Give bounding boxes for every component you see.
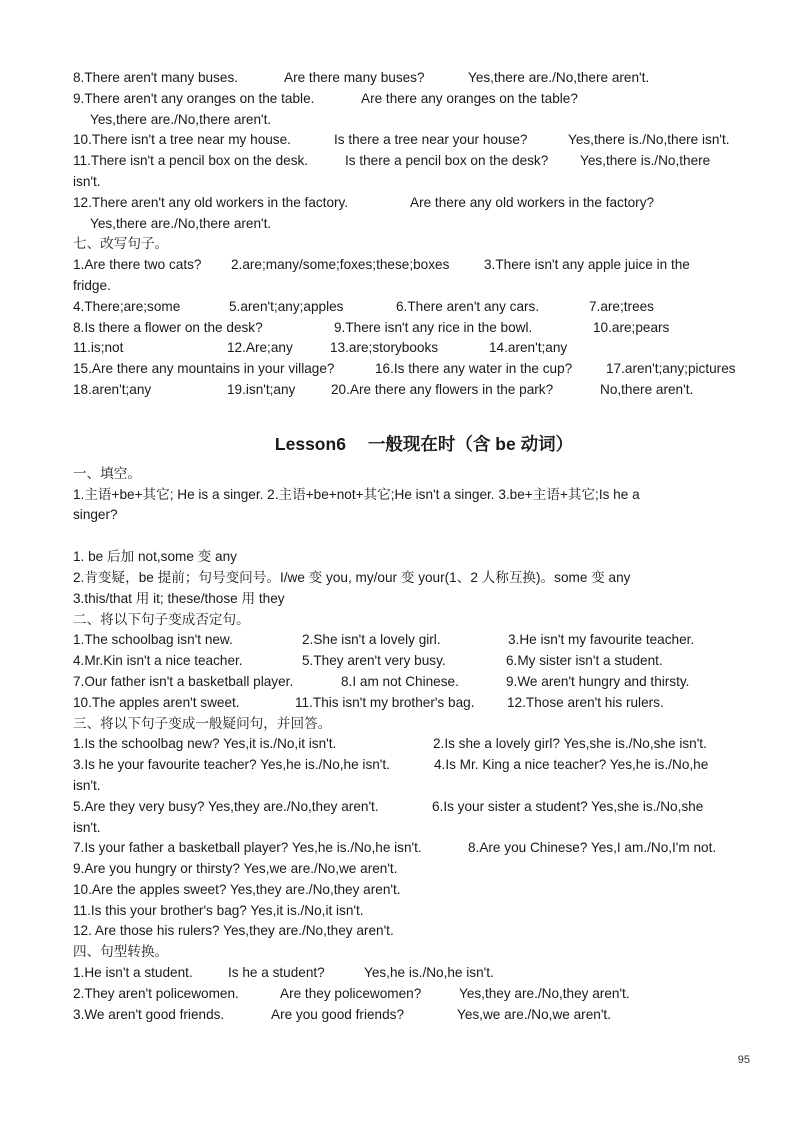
rule3: 3.this/that 用 it; these/those 用 they [73,590,285,606]
q8-line [73,68,763,89]
sec3-item5: 5.Are they very busy? Yes,they are./No,they aren't. [73,798,379,814]
sec7-item20: 20.Are there any flowers in the park? [331,381,554,397]
sec3-item7: 7.Is your father a basketball player? Yes,he is./No,he isn't. [73,840,422,856]
sec4-item2-answer: Yes,they are./No,they aren't. [459,985,630,1001]
sec3-item9: 9.Are you hungry or thirsty? Yes,we are./No,we aren't. [73,861,398,877]
q11-answer: Yes,there is./No,there [580,153,711,169]
sec7-line3 [73,318,763,339]
sec2-item12: 12.Those aren't his rulers. [507,694,664,710]
sec7-item16: 16.Is there any water in the cup? [375,361,573,377]
sec4-item3-original: 3.We aren't good friends. [73,1006,225,1022]
sec4-item1-question: Is he a student? [228,965,325,981]
sec7-item19: 19.isn't;any [227,381,296,397]
lesson-subtitle: 一般现在时（含 be 动词） [367,433,574,454]
sec7-item1: 1.Are there two cats? [73,257,202,273]
sec2-item6: 6.My sister isn't a student. [506,653,663,669]
sec4-item2-original: 2.They aren't policewomen. [73,985,239,1001]
q9-question: Are there any oranges on the table? [361,90,578,106]
sec7-item14: 14.aren't;any [489,340,568,356]
sec7-item3-continuation: fridge. [73,277,111,293]
sec3-item12: 12. Are those his rulers? Yes,they are./No,they aren't. [73,923,394,939]
sec4-item2-question: Are they policewomen? [280,985,422,1001]
sec4-item1-answer: Yes,he is./No,he isn't. [364,965,494,981]
sec7-line6 [73,380,763,401]
sec4-item3-question: Are you good friends? [271,1006,405,1022]
q9-answer: Yes,there are./No,there aren't. [90,111,272,127]
lesson-name: Lesson6 [274,433,346,454]
q12-answer: Yes,there are./No,there aren't. [90,215,272,231]
lesson-title [73,432,763,456]
sec2-item2: 2.She isn't a lovely girl. [302,632,441,648]
sec7-line2 [73,297,763,318]
sec3-line3 [73,797,763,818]
q11-original: 11.There isn't a pencil box on the desk. [73,153,309,169]
sec3-item4-continuation: isn't. [73,777,101,793]
sec3-item8: 8.Are you Chinese? Yes,I am./No,I'm not. [468,840,717,856]
sec3-item2: 2.Is she a lovely girl? Yes,she is./No,she isn't. [433,736,707,752]
section3-heading: 三、将以下句子变成一般疑问句，并回答。 [73,715,332,731]
sec2-line4 [73,693,763,714]
section7-heading: 七、改写句子。 [73,236,169,252]
sec2-item1: 1.The schoolbag isn't new. [73,632,233,648]
q9-line [73,89,763,110]
section4-heading: 四、句型转换。 [73,944,169,960]
sec2-item3: 3.He isn't my favourite teacher. [508,632,695,648]
q10-original: 10.There isn't a tree near my house. [73,132,291,148]
sec7-item7: 7.are;trees [589,298,654,314]
sec7-item10: 10.are;pears [593,319,670,335]
sec7-line5 [73,359,763,380]
sec1-line1-continuation: singer? [73,507,118,523]
q8-question: Are there many buses? [284,70,425,85]
sec7-item4: 4.There;are;some [73,298,181,314]
sec7-item3: 3.There isn't any apple juice in the [484,257,690,273]
sec7-item15: 15.Are there any mountains in your village? [73,361,335,377]
sec2-line2 [73,651,763,672]
sec2-item8: 8.I am not Chinese. [341,673,459,689]
rule2: 2.肯变疑，be 提前；句号变问号。I/we 变 you, my/our 变 your(1、2 人称互换)。some 变 any [73,569,631,585]
sec7-item12: 12.Are;any [227,340,293,356]
sec3-line2 [73,755,763,776]
sec3-item6: 6.Is your sister a student? Yes,she is./No,she [432,798,704,814]
q12-original: 12.There aren't any old workers in the factory. [73,194,349,210]
q11-question: Is there a pencil box on the desk? [345,153,549,169]
sec3-item6-continuation: isn't. [73,819,101,835]
sec7-item9: 9.There isn't any rice in the bowl. [334,319,533,335]
sec3-item3: 3.Is he your favourite teacher? Yes,he is./No,he isn't. [73,757,390,773]
sec3-item4: 4.Is Mr. King a nice teacher? Yes,he is./No,he [434,757,709,773]
sec2-item5: 5.They aren't very busy. [302,653,446,669]
sec7-item6: 6.There aren't any cars. [396,298,540,314]
sec2-item7: 7.Our father isn't a basketball player. [73,673,294,689]
sec7-item8: 8.Is there a flower on the desk? [73,319,263,335]
sec3-item11: 11.Is this your brother's bag? Yes,it is./No,it isn't. [73,902,364,918]
q11-continuation: isn't. [73,173,101,189]
q10-line [73,130,763,151]
q10-answer: Yes,there is./No,there isn't. [568,132,730,148]
sec2-item11: 11.This isn't my brother's bag. [295,694,475,710]
q10-question: Is there a tree near your house? [334,132,528,148]
sec7-item20-answer: No,there aren't. [600,381,694,397]
sec2-item9: 9.We aren't hungry and thirsty. [506,673,690,689]
sec4-line2 [73,984,763,1005]
sec2-line1 [73,630,763,651]
sec4-line1 [73,963,763,984]
sec2-line3 [73,672,763,693]
rule1: 1. be 后加 not,some 变 any [73,549,237,565]
sec3-item1: 1.Is the schoolbag new? Yes,it is./No,it isn't. [73,736,337,752]
sec2-item10: 10.The apples aren't sweet. [73,694,240,710]
sec3-line1 [73,734,763,755]
sec7-line1 [73,255,763,276]
sec7-item18: 18.aren't;any [73,381,152,397]
page-number: 95 [737,1054,750,1066]
q8-answer: Yes,there are./No,there aren't. [468,70,650,85]
sec1-line1: 1.主语+be+其它; He is a singer. 2.主语+be+not+其它;He isn't a singer. 3.be+主语+其它;Is he a [73,486,640,502]
section2-heading: 二、将以下句子变成否定句。 [73,611,250,627]
sec3-item10: 10.Are the apples sweet? Yes,they are./No,they aren't. [73,881,401,897]
q12-line [73,193,763,214]
document-page [73,68,763,1025]
section1-heading: 一、填空。 [73,465,141,481]
sec7-item5: 5.aren't;any;apples [229,298,344,314]
q8-original: 8.There aren't many buses. [73,70,239,85]
q9-original: 9.There aren't any oranges on the table. [73,90,315,106]
blank-line [73,526,763,547]
sec2-item4: 4.Mr.Kin isn't a nice teacher. [73,653,243,669]
sec3-line4 [73,838,763,859]
sec7-line4 [73,338,763,359]
sec7-item13: 13.are;storybooks [330,340,439,356]
q11-line [73,151,763,172]
sec4-item3-answer: Yes,we are./No,we aren't. [457,1006,611,1022]
sec7-item2: 2.are;many/some;foxes;these;boxes [231,257,450,273]
sec4-line3 [73,1005,763,1026]
sec4-item1-original: 1.He isn't a student. [73,965,193,981]
sec7-item11: 11.is;not [73,340,124,356]
q12-question: Are there any old workers in the factory? [410,194,655,210]
sec7-item17: 17.aren't;any;pictures [606,361,736,377]
